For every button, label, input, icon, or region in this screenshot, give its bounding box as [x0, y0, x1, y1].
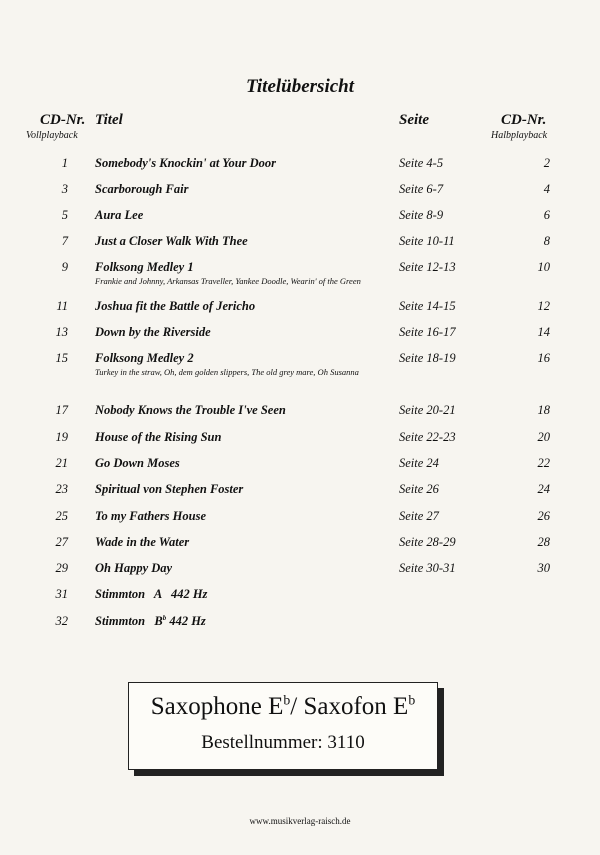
- page-title: Titelübersicht: [245, 76, 355, 97]
- page-reference: Seite 14-15: [399, 299, 456, 313]
- song-title: Aura Lee: [95, 208, 144, 222]
- cd-number: 17: [55, 403, 68, 417]
- page-reference: Seite 22-23: [399, 430, 456, 444]
- page-reference: Seite 30-31: [399, 561, 456, 575]
- halbplayback-number: 14: [537, 325, 550, 339]
- song-title: Just a Closer Walk With Thee: [95, 234, 248, 248]
- cd-number: 3: [61, 182, 68, 196]
- header-halbplayback-label: Halbplayback: [491, 130, 548, 141]
- cd-number: 31: [55, 587, 68, 601]
- cd-number: 15: [55, 351, 68, 365]
- header-cd-halbplayback: CD-Nr.: [501, 112, 547, 128]
- halbplayback-number: 2: [543, 156, 550, 170]
- halbplayback-number: 20: [537, 430, 550, 444]
- cd-number: 13: [55, 325, 68, 339]
- cd-number: 11: [56, 299, 68, 313]
- page-reference: Seite 24: [399, 456, 439, 470]
- publisher-url[interactable]: www.musikverlag-raisch.de: [249, 816, 351, 826]
- header-seite: Seite: [399, 112, 429, 128]
- medley-description: Turkey in the straw, Oh, dem golden slippers, The old grey mare, Oh Susanna: [95, 367, 359, 377]
- header-vollplayback-label: Vollplayback: [26, 130, 78, 141]
- cd-number: 21: [55, 456, 68, 470]
- song-title: Stimmton A 442 Hz: [95, 587, 208, 601]
- cd-number: 9: [61, 260, 68, 274]
- song-title: To my Fathers House: [95, 509, 207, 523]
- cd-number: 7: [61, 234, 68, 248]
- halbplayback-number: 6: [543, 208, 550, 222]
- cd-number: 5: [61, 208, 68, 222]
- song-title: Folksong Medley 2: [95, 351, 194, 365]
- page-reference: Seite 26: [399, 482, 439, 496]
- song-title: Nobody Knows the Trouble I've Seen: [95, 403, 286, 417]
- song-title: Go Down Moses: [95, 456, 180, 470]
- page-reference: Seite 8-9: [399, 208, 444, 222]
- cd-number: 23: [55, 482, 68, 496]
- song-title: Spiritual von Stephen Foster: [95, 482, 244, 496]
- song-title: House of the Rising Sun: [95, 430, 222, 444]
- order-number: Bestellnummer: 3110: [201, 732, 365, 753]
- medley-description: Frankie and Johnny, Arkansas Traveller, Yankee Doodle, Wearin' of the Green: [95, 276, 361, 286]
- page-reference: Seite 10-11: [399, 234, 455, 248]
- cd-number: 29: [55, 561, 68, 575]
- song-title: Joshua fit the Battle of Jericho: [95, 299, 256, 313]
- halbplayback-number: 10: [537, 260, 550, 274]
- song-title: Oh Happy Day: [95, 561, 173, 575]
- cd-number: 25: [55, 509, 68, 523]
- halbplayback-number: 26: [537, 509, 550, 523]
- halbplayback-number: 8: [543, 234, 550, 248]
- song-title: Wade in the Water: [95, 535, 190, 549]
- halbplayback-number: 12: [537, 299, 550, 313]
- song-title: Scarborough Fair: [95, 182, 189, 196]
- song-title: Somebody's Knockin' at Your Door: [95, 156, 277, 170]
- page-reference: Seite 16-17: [399, 325, 456, 339]
- halbplayback-number: 18: [537, 403, 550, 417]
- instrument-name: Saxophone $E^b/$ Saxofon $E^b$: [150, 692, 416, 720]
- page-reference: Seite 4-5: [399, 156, 444, 170]
- page-reference: Seite 6-7: [399, 182, 444, 196]
- page-reference: Seite 18-19: [399, 351, 456, 365]
- page-reference: Seite 27: [399, 509, 439, 523]
- song-title: Folksong Medley 1: [95, 260, 194, 274]
- page-reference: Seite 28-29: [399, 535, 456, 549]
- cd-number: 1: [61, 156, 68, 170]
- song-title: Down by the Riverside: [95, 325, 211, 339]
- header-cd-vollplayback: CD-Nr.: [40, 112, 86, 128]
- cd-number: 32: [55, 614, 68, 628]
- header-titel: Titel: [95, 112, 123, 128]
- song-title: Stimmton $B^b$ 442 Hz: [95, 614, 206, 628]
- halbplayback-number: 28: [537, 535, 550, 549]
- halbplayback-number: 24: [537, 482, 550, 496]
- halbplayback-number: 30: [537, 561, 550, 575]
- cd-number: 19: [55, 430, 68, 444]
- instrument-box: [128, 682, 438, 770]
- halbplayback-number: 4: [543, 182, 550, 196]
- page-reference: Seite 12-13: [399, 260, 456, 274]
- page-reference: Seite 20-21: [399, 403, 456, 417]
- halbplayback-number: 16: [537, 351, 550, 365]
- halbplayback-number: 22: [537, 456, 550, 470]
- cd-number: 27: [55, 535, 68, 549]
